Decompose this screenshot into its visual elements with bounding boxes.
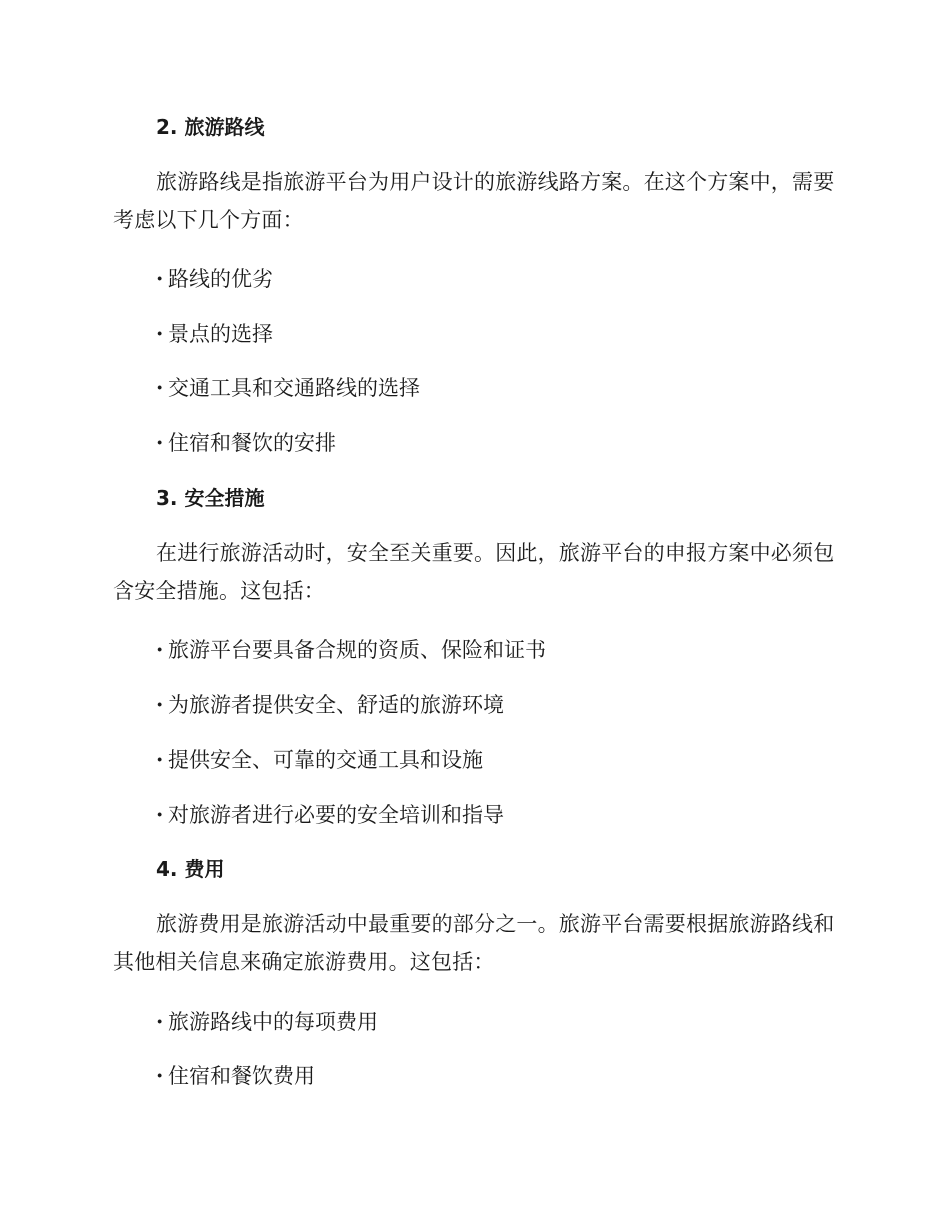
bullet-text: 为旅游者提供安全、舒适的旅游环境	[168, 693, 504, 717]
bullet-dot: ·	[156, 1063, 164, 1088]
bullet-item	[156, 1008, 378, 1036]
bullet-item	[156, 801, 504, 829]
section-heading-safety: 3. 安全措施	[156, 486, 265, 510]
bullet-dot: ·	[156, 321, 164, 346]
bullet-item	[156, 1062, 315, 1090]
bullet-text: 住宿和餐饮费用	[168, 1064, 315, 1088]
bullet-text: 提供安全、可靠的交通工具和设施	[168, 748, 483, 772]
bullet-text: 路线的优劣	[168, 267, 273, 291]
section-heading-cost: 4. 费用	[156, 857, 225, 881]
bullet-item	[156, 265, 273, 293]
bullet-dot: ·	[156, 266, 164, 291]
bullet-text: 景点的选择	[168, 322, 273, 346]
bullet-dot: ·	[156, 430, 164, 455]
bullet-dot: ·	[156, 802, 164, 827]
section-paragraph-route: 旅游路线是指旅游平台为用户设计的旅游线路方案。在这个方案中，需要考虑以下几个方面：	[113, 170, 835, 232]
bullet-text: 旅游路线中的每项费用	[168, 1010, 378, 1034]
bullet-dot: ·	[156, 692, 164, 717]
bullet-item	[156, 429, 336, 457]
bullet-item	[156, 636, 546, 664]
bullet-text: 住宿和餐饮的安排	[168, 431, 336, 455]
bullet-item	[156, 746, 483, 774]
bullet-text: 对旅游者进行必要的安全培训和指导	[168, 803, 504, 827]
bullet-item	[156, 320, 273, 348]
bullet-item	[156, 374, 420, 402]
section-paragraph-cost: 旅游费用是旅游活动中最重要的部分之一。旅游平台需要根据旅游路线和其他相关信息来确定旅游费用。这包括：	[113, 912, 835, 974]
bullet-text: 交通工具和交通路线的选择	[168, 376, 420, 400]
bullet-item	[156, 691, 504, 719]
bullet-text: 旅游平台要具备合规的资质、保险和证书	[168, 638, 546, 662]
section-paragraph-safety: 在进行旅游活动时，安全至关重要。因此，旅游平台的申报方案中必须包含安全措施。这包括：	[113, 541, 835, 603]
bullet-dot: ·	[156, 747, 164, 772]
bullet-dot: ·	[156, 375, 164, 400]
bullet-dot: ·	[156, 1009, 164, 1034]
bullet-dot: ·	[156, 637, 164, 662]
section-heading-route: 2. 旅游路线	[156, 115, 265, 139]
